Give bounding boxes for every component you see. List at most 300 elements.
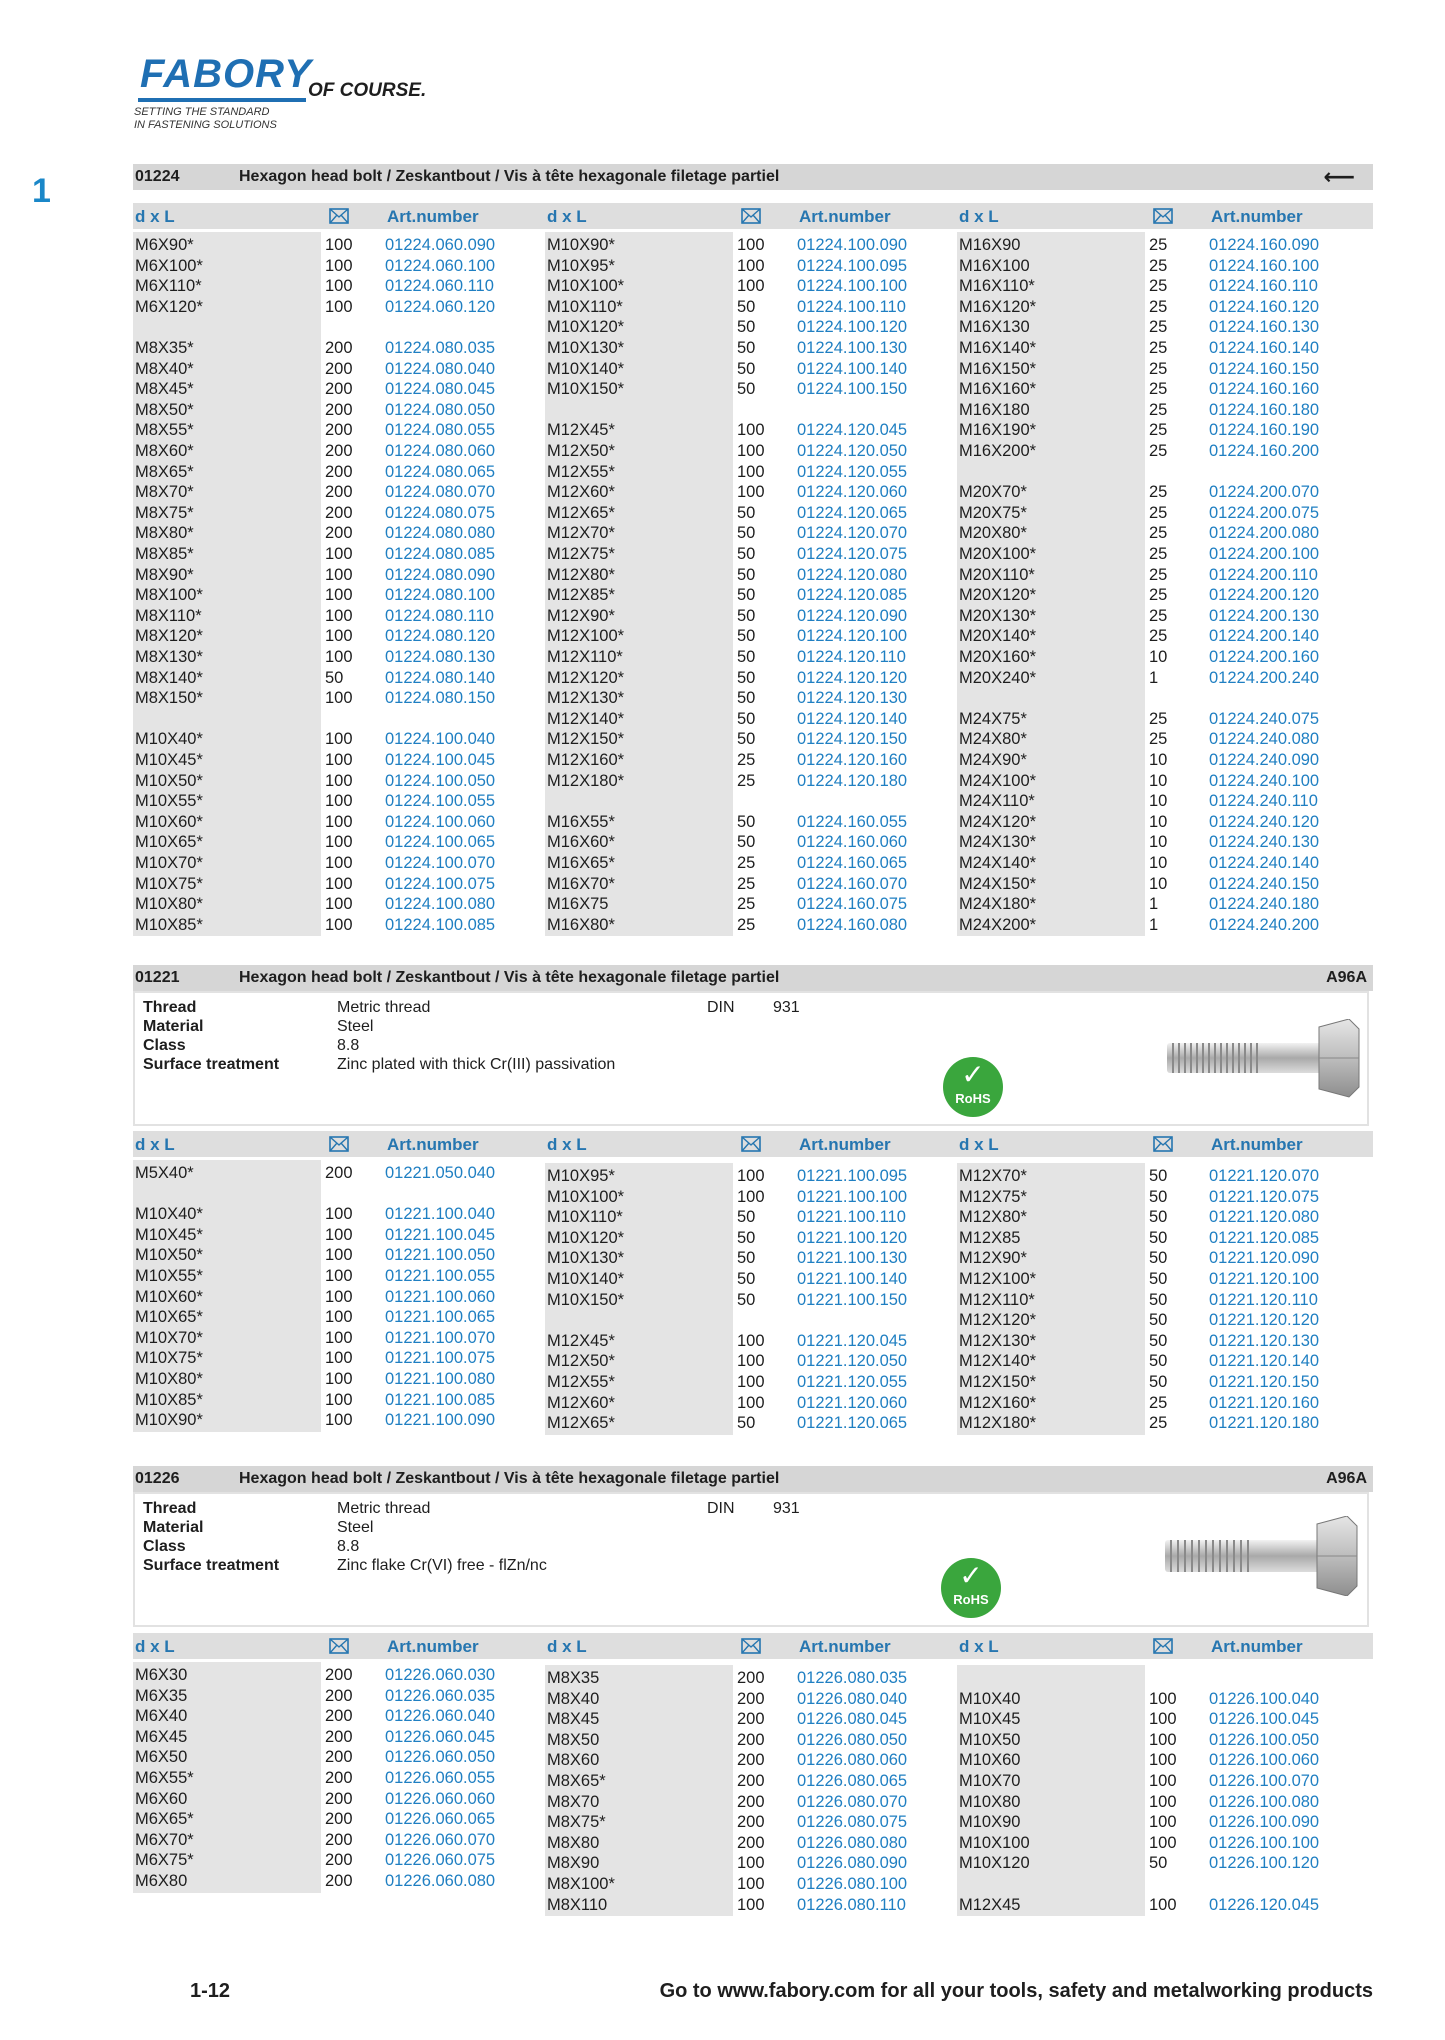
product-row xyxy=(957,400,1357,420)
product-row xyxy=(545,1750,945,1770)
article-number-link[interactable]: 01221.120.090 xyxy=(1209,1249,1320,1268)
article-number-link[interactable]: 01221.100.080 xyxy=(385,1370,496,1388)
article-number-link[interactable]: 01226.060.045 xyxy=(385,1727,496,1746)
designation: M24X75* xyxy=(959,709,1027,728)
pack-quantity: 100 xyxy=(1149,1772,1177,1790)
pack-quantity: 100 xyxy=(325,771,353,790)
article-number-link[interactable]: 01221.050.040 xyxy=(385,1164,496,1182)
designation: M10X130* xyxy=(547,1249,625,1268)
article-number-link[interactable]: 01226.080.035 xyxy=(797,1669,908,1687)
col-art-header: Art.number xyxy=(1211,1135,1303,1154)
article-number-link[interactable]: 01226.060.040 xyxy=(385,1707,496,1726)
article-number-link[interactable]: 01224.240.120 xyxy=(1209,812,1320,831)
designation: M10X40* xyxy=(135,1205,203,1224)
product-row xyxy=(957,1750,1357,1770)
article-number-link[interactable]: 01224.120.130 xyxy=(797,689,908,708)
designation: M10X100* xyxy=(547,1187,625,1206)
article-number-link[interactable]: 01226.100.045 xyxy=(1209,1710,1320,1729)
pack-quantity: 200 xyxy=(737,1833,765,1852)
article-number-link[interactable]: 01221.100.095 xyxy=(797,1167,908,1185)
designation: M12X100* xyxy=(959,1270,1037,1288)
article-number-link[interactable]: 01224.200.240 xyxy=(1209,668,1320,687)
article-number-link[interactable]: 01221.120.080 xyxy=(1209,1208,1320,1227)
article-number-link[interactable]: 01224.120.150 xyxy=(797,730,908,749)
article-number-link[interactable]: 01224.080.045 xyxy=(385,380,496,399)
product-row xyxy=(545,1709,945,1729)
article-number-link[interactable]: 01226.060.075 xyxy=(385,1851,496,1870)
article-number-link[interactable]: 01224.060.090 xyxy=(385,236,496,254)
column-header-row xyxy=(133,203,1373,229)
product-row xyxy=(133,626,533,646)
article-number-link[interactable]: 01224.160.055 xyxy=(797,812,908,831)
article-number-link[interactable]: 01221.120.065 xyxy=(797,1414,908,1433)
article-number-link[interactable]: 01226.100.050 xyxy=(1209,1730,1320,1749)
article-number-link[interactable]: 01224.100.065 xyxy=(385,833,496,852)
article-number-link[interactable]: 01226.100.070 xyxy=(1209,1772,1320,1790)
pack-quantity: 50 xyxy=(737,339,756,357)
pack-quantity: 10 xyxy=(1149,792,1168,811)
article-number-link[interactable]: 01221.100.045 xyxy=(385,1225,496,1244)
article-number-link[interactable]: 01224.080.090 xyxy=(385,565,496,584)
designation: M12X110* xyxy=(547,648,623,666)
col-art-header: Art.number xyxy=(387,207,479,226)
article-number-link[interactable]: 01224.200.110 xyxy=(1209,565,1318,584)
article-number-link[interactable]: 01226.080.090 xyxy=(797,1854,908,1873)
article-number-link[interactable]: 01224.080.085 xyxy=(385,545,496,563)
article-number-link[interactable]: 01224.080.065 xyxy=(385,462,496,481)
article-number-link[interactable]: 01221.120.110 xyxy=(1209,1290,1318,1309)
article-number-link[interactable]: 01221.120.180 xyxy=(1209,1414,1320,1433)
article-number-link[interactable]: 01224.080.100 xyxy=(385,586,496,605)
designation: M12X75* xyxy=(959,1187,1027,1206)
page-number: 1-12 xyxy=(190,1980,231,2002)
article-number-link[interactable]: 01226.080.080 xyxy=(797,1833,908,1852)
article-number-link[interactable]: 01224.120.180 xyxy=(797,771,908,790)
pack-quantity: 200 xyxy=(737,1813,765,1832)
article-number-link[interactable]: 01221.100.060 xyxy=(385,1287,496,1306)
product-row xyxy=(545,565,945,585)
article-number-link[interactable]: 01224.080.040 xyxy=(385,359,496,378)
article-number-link[interactable]: 01224.160.090 xyxy=(1209,236,1320,254)
article-number-link[interactable]: 01224.240.200 xyxy=(1209,915,1320,934)
article-number-link[interactable]: 01224.240.100 xyxy=(1209,771,1320,790)
article-number-link[interactable]: 01224.100.085 xyxy=(385,915,496,934)
section-header-01226 xyxy=(133,1466,1373,1492)
pack-quantity: 100 xyxy=(737,1187,765,1206)
article-number-link[interactable]: 01224.200.140 xyxy=(1209,627,1320,646)
section-tag: A96A xyxy=(1326,969,1367,986)
article-number-link[interactable]: 01221.120.140 xyxy=(1209,1352,1320,1371)
article-number-link[interactable]: 01224.160.060 xyxy=(797,833,908,852)
article-number-link[interactable]: 01224.080.120 xyxy=(385,627,496,646)
article-number-link[interactable]: 01224.080.070 xyxy=(385,483,496,502)
article-number-link[interactable]: 01224.240.080 xyxy=(1209,730,1320,749)
pack-quantity: 200 xyxy=(325,421,353,440)
article-number-link[interactable]: 01226.100.080 xyxy=(1209,1792,1320,1811)
section-title: Hexagon head bolt / Zeskantbout / Vis à tête hexagonale filetage partiel xyxy=(239,168,780,185)
col-designation-header: d x L xyxy=(547,207,587,226)
article-number-link[interactable]: 01224.120.075 xyxy=(797,545,908,563)
pack-quantity: 100 xyxy=(325,256,353,275)
designation: M12X50* xyxy=(547,1352,615,1371)
product-row xyxy=(957,1771,1357,1791)
pack-quantity: 200 xyxy=(325,380,353,399)
article-number-link[interactable]: 01226.080.045 xyxy=(797,1710,908,1729)
article-number-link[interactable]: 01224.120.120 xyxy=(797,668,908,687)
pack-quantity: 50 xyxy=(737,1414,756,1433)
back-arrow-icon[interactable]: ⟵ xyxy=(1323,164,1355,189)
article-number-link[interactable]: 01224.160.140 xyxy=(1209,339,1320,357)
product-row xyxy=(133,482,533,502)
pack-quantity: 50 xyxy=(737,1228,756,1247)
article-number-link[interactable]: 01224.160.075 xyxy=(797,895,908,914)
article-number-link[interactable]: 01224.100.100 xyxy=(797,277,908,296)
designation: M8X65* xyxy=(547,1772,606,1790)
article-number-link[interactable]: 01224.080.060 xyxy=(385,442,496,460)
article-number-link[interactable]: 01221.100.050 xyxy=(385,1246,496,1265)
product-row xyxy=(545,1393,945,1413)
article-number-link[interactable]: 01224.160.180 xyxy=(1209,400,1320,419)
article-number-link[interactable]: 01221.100.085 xyxy=(385,1390,496,1409)
product-row xyxy=(545,441,945,461)
article-number-link[interactable]: 01221.120.045 xyxy=(797,1331,908,1350)
pack-quantity: 25 xyxy=(1149,545,1168,563)
article-number-link[interactable]: 01224.240.075 xyxy=(1209,709,1320,728)
product-row xyxy=(545,1874,945,1894)
article-number-link[interactable]: 01226.080.050 xyxy=(797,1730,908,1749)
product-row xyxy=(545,1187,945,1207)
pack-quantity: 25 xyxy=(737,751,756,769)
article-number-link[interactable]: 01224.080.130 xyxy=(385,648,496,666)
designation: M10X55* xyxy=(135,1267,203,1285)
product-row xyxy=(133,359,533,379)
article-number-link[interactable]: 01221.120.085 xyxy=(1209,1228,1320,1247)
designation: M10X70* xyxy=(135,1328,203,1347)
article-number-link[interactable]: 01224.100.070 xyxy=(385,854,496,872)
article-number-link[interactable]: 01221.120.130 xyxy=(1209,1331,1320,1350)
article-number-link[interactable]: 01224.060.110 xyxy=(385,277,494,296)
article-number-link[interactable]: 01224.120.060 xyxy=(797,483,908,502)
article-number-link[interactable]: 01221.120.160 xyxy=(1209,1393,1320,1412)
article-number-link[interactable]: 01221.100.100 xyxy=(797,1187,908,1206)
product-row xyxy=(957,647,1357,667)
designation: M10X120* xyxy=(547,1228,625,1247)
article-number-link[interactable]: 01221.120.120 xyxy=(1209,1311,1320,1330)
product-row xyxy=(133,668,533,688)
pack-quantity: 100 xyxy=(737,1352,765,1371)
article-number-link[interactable]: 01224.160.150 xyxy=(1209,359,1320,378)
article-number-link[interactable]: 01224.160.130 xyxy=(1209,318,1320,337)
article-number-link[interactable]: 01224.080.035 xyxy=(385,339,496,357)
designation: M8X40* xyxy=(135,359,194,378)
product-row xyxy=(957,709,1357,729)
article-number-link[interactable]: 01224.080.075 xyxy=(385,503,496,522)
pack-quantity: 100 xyxy=(325,792,353,811)
article-number-link[interactable]: 01224.200.080 xyxy=(1209,524,1320,543)
pack-quantity: 50 xyxy=(737,606,756,625)
pack-quantity: 100 xyxy=(737,277,765,296)
article-number-link[interactable]: 01226.060.050 xyxy=(385,1748,496,1767)
pack-quantity: 100 xyxy=(1149,1813,1177,1832)
article-number-link[interactable]: 01224.240.180 xyxy=(1209,895,1320,914)
article-number-link[interactable]: 01224.100.055 xyxy=(385,792,496,811)
article-number-link[interactable]: 01226.080.100 xyxy=(797,1875,908,1893)
pack-quantity: 100 xyxy=(737,1331,765,1350)
designation: M10X95* xyxy=(547,256,615,275)
article-number-link[interactable]: 01224.060.100 xyxy=(385,256,496,275)
designation: M12X70* xyxy=(959,1167,1027,1185)
product-row xyxy=(957,297,1357,317)
package-quantity-icon xyxy=(1153,1136,1173,1152)
article-number-link[interactable]: 01226.080.040 xyxy=(797,1689,908,1708)
product-row xyxy=(133,1747,533,1767)
product-row xyxy=(957,894,1357,914)
article-number-link[interactable]: 01226.060.080 xyxy=(385,1872,496,1890)
article-number-link[interactable]: 01224.240.090 xyxy=(1209,751,1320,769)
article-number-link[interactable]: 01224.240.130 xyxy=(1209,833,1320,852)
article-number-link[interactable]: 01224.100.130 xyxy=(797,339,908,357)
designation: M16X100 xyxy=(959,256,1030,275)
article-number-link[interactable]: 01224.100.040 xyxy=(385,730,496,749)
pack-quantity: 100 xyxy=(325,833,353,852)
article-number-link[interactable]: 01224.080.150 xyxy=(385,689,496,708)
article-number-link[interactable]: 01224.100.140 xyxy=(797,359,908,378)
designation: M12X150* xyxy=(547,730,625,749)
article-number-link[interactable]: 01226.080.070 xyxy=(797,1792,908,1811)
article-number-link[interactable]: 01224.120.110 xyxy=(797,648,906,666)
product-row xyxy=(957,1413,1357,1433)
article-number-link[interactable]: 01221.100.120 xyxy=(797,1228,908,1247)
article-number-link[interactable]: 01224.120.080 xyxy=(797,565,908,584)
designation: M12X45* xyxy=(547,421,615,440)
designation: M8X150* xyxy=(135,689,203,708)
product-row xyxy=(957,544,1357,564)
article-number-link[interactable]: 01226.080.065 xyxy=(797,1772,908,1790)
article-number-link[interactable]: 01224.120.085 xyxy=(797,586,908,605)
article-number-link[interactable]: 01226.100.100 xyxy=(1209,1833,1320,1852)
pack-quantity: 100 xyxy=(737,1854,765,1873)
article-number-link[interactable]: 01224.240.140 xyxy=(1209,854,1320,872)
article-number-link[interactable]: 01226.100.060 xyxy=(1209,1751,1320,1770)
article-number-link[interactable]: 01224.100.150 xyxy=(797,380,908,399)
article-number-link[interactable]: 01226.080.110 xyxy=(797,1895,906,1914)
product-row xyxy=(545,647,945,667)
pack-quantity: 200 xyxy=(737,1689,765,1708)
article-number-link[interactable]: 01224.100.110 xyxy=(797,297,906,316)
product-row xyxy=(957,482,1357,502)
product-row xyxy=(957,1228,1357,1248)
article-number-link[interactable]: 01224.200.130 xyxy=(1209,606,1320,625)
article-number-link[interactable]: 01224.120.065 xyxy=(797,503,908,522)
package-quantity-icon xyxy=(329,208,349,224)
article-number-link[interactable]: 01224.120.070 xyxy=(797,524,908,543)
designation: M24X100* xyxy=(959,771,1037,790)
article-number-link[interactable]: 01221.100.055 xyxy=(385,1267,496,1285)
pack-quantity: 50 xyxy=(1149,1228,1168,1247)
pack-quantity: 25 xyxy=(737,854,756,872)
spec-box-01226 xyxy=(133,1492,1369,1627)
article-number-link[interactable]: 01221.120.055 xyxy=(797,1373,908,1391)
article-number-link[interactable]: 01221.120.050 xyxy=(797,1352,908,1371)
article-number-link[interactable]: 01224.080.140 xyxy=(385,668,496,687)
article-number-link[interactable]: 01221.100.130 xyxy=(797,1249,908,1268)
article-number-link[interactable]: 01224.080.080 xyxy=(385,524,496,543)
product-row xyxy=(545,1730,945,1750)
article-number-link[interactable]: 01221.120.075 xyxy=(1209,1187,1320,1206)
article-number-link[interactable]: 01221.120.060 xyxy=(797,1393,908,1412)
article-number-link[interactable]: 01224.120.090 xyxy=(797,606,908,625)
article-number-link[interactable]: 01226.100.040 xyxy=(1209,1689,1320,1708)
article-number-link[interactable]: 01221.100.075 xyxy=(385,1349,496,1368)
article-number-link[interactable]: 01226.100.120 xyxy=(1209,1854,1320,1873)
article-number-link[interactable]: 01221.120.150 xyxy=(1209,1373,1320,1391)
article-number-link[interactable]: 01224.200.100 xyxy=(1209,545,1320,563)
designation: M10X120* xyxy=(547,318,625,337)
article-number-link[interactable]: 01224.120.100 xyxy=(797,627,908,646)
article-number-link[interactable]: 01226.060.060 xyxy=(385,1789,496,1808)
article-number-link[interactable]: 01224.120.055 xyxy=(797,462,908,481)
designation: M16X160* xyxy=(959,380,1037,399)
article-number-link[interactable]: 01224.160.080 xyxy=(797,915,908,934)
article-number-link[interactable]: 01221.100.065 xyxy=(385,1308,496,1327)
article-number-link[interactable]: 01224.200.075 xyxy=(1209,503,1320,522)
article-number-link[interactable]: 01224.100.120 xyxy=(797,318,908,337)
article-number-link[interactable]: 01224.160.070 xyxy=(797,874,908,893)
product-row xyxy=(957,832,1357,852)
article-number-link[interactable]: 01224.240.150 xyxy=(1209,874,1320,893)
pack-quantity: 50 xyxy=(1149,1270,1168,1288)
article-number-link[interactable]: 01226.060.030 xyxy=(385,1666,496,1684)
pack-quantity: 10 xyxy=(1149,854,1168,872)
product-row xyxy=(957,1207,1357,1227)
article-number-link[interactable]: 01221.120.070 xyxy=(1209,1167,1320,1185)
article-number-link[interactable]: 01224.100.095 xyxy=(797,256,908,275)
pack-quantity: 200 xyxy=(325,1851,353,1870)
product-row xyxy=(133,1245,533,1265)
article-number-link[interactable]: 01224.120.050 xyxy=(797,442,908,460)
product-row xyxy=(133,1390,533,1410)
article-number-link[interactable]: 01226.060.035 xyxy=(385,1686,496,1705)
pack-quantity: 50 xyxy=(737,668,756,687)
pack-quantity: 10 xyxy=(1149,812,1168,831)
pack-quantity: 100 xyxy=(737,1373,765,1391)
designation: M8X40 xyxy=(547,1689,600,1708)
article-number-link[interactable]: 01224.160.200 xyxy=(1209,442,1320,460)
designation: M10X100* xyxy=(547,277,625,296)
article-number-link[interactable]: 01221.100.110 xyxy=(797,1208,906,1227)
pack-quantity: 25 xyxy=(1149,606,1168,625)
product-row xyxy=(133,441,533,461)
product-row xyxy=(545,832,945,852)
article-number-link[interactable]: 01224.160.190 xyxy=(1209,421,1320,440)
product-row xyxy=(957,565,1357,585)
section-header-01221 xyxy=(133,965,1373,991)
article-number-link[interactable]: 01224.160.120 xyxy=(1209,297,1320,316)
pack-quantity: 25 xyxy=(737,895,756,914)
article-number-link[interactable]: 01226.080.075 xyxy=(797,1813,908,1832)
article-number-link[interactable]: 01226.060.070 xyxy=(385,1830,496,1849)
product-row xyxy=(545,256,945,276)
designation: M6X65* xyxy=(135,1810,194,1829)
article-number-link[interactable]: 01224.060.120 xyxy=(385,297,496,316)
pack-quantity: 25 xyxy=(1149,709,1168,728)
product-row xyxy=(545,297,945,317)
product-row xyxy=(545,729,945,749)
article-number-link[interactable]: 01224.080.050 xyxy=(385,400,496,419)
article-number-link[interactable]: 01221.120.100 xyxy=(1209,1270,1320,1288)
article-number-link[interactable]: 01224.100.050 xyxy=(385,771,496,790)
pack-quantity: 100 xyxy=(325,1370,353,1388)
article-number-link[interactable]: 01224.100.075 xyxy=(385,874,496,893)
product-row xyxy=(545,1668,945,1688)
article-number-link[interactable]: 01224.100.090 xyxy=(797,236,908,254)
product-row xyxy=(545,606,945,626)
product-row xyxy=(545,503,945,523)
designation: M8X70 xyxy=(547,1792,600,1811)
product-row xyxy=(133,606,533,626)
col-designation-header: d x L xyxy=(547,1135,587,1154)
designation: M12X70* xyxy=(547,524,615,543)
article-number-link[interactable]: 01221.100.070 xyxy=(385,1328,496,1347)
article-number-link[interactable]: 01224.080.110 xyxy=(385,606,494,625)
article-number-link[interactable]: 01221.100.140 xyxy=(797,1270,908,1288)
pack-quantity: 50 xyxy=(737,648,756,666)
article-number-link[interactable]: 01224.100.045 xyxy=(385,751,496,769)
product-row xyxy=(957,750,1357,770)
article-number-link[interactable]: 01224.160.065 xyxy=(797,854,908,872)
article-number-link[interactable]: 01224.240.110 xyxy=(1209,792,1318,811)
article-number-link[interactable]: 01224.160.110 xyxy=(1209,277,1318,296)
pack-quantity: 200 xyxy=(325,1707,353,1726)
article-number-link[interactable]: 01224.160.100 xyxy=(1209,256,1320,275)
pack-quantity: 100 xyxy=(325,1390,353,1409)
article-number-link[interactable]: 01221.100.040 xyxy=(385,1205,496,1224)
article-number-link[interactable]: 01221.100.090 xyxy=(385,1411,496,1430)
article-number-link[interactable]: 01224.120.140 xyxy=(797,709,908,728)
designation: M20X140* xyxy=(959,627,1037,646)
designation: M10X95* xyxy=(547,1167,615,1185)
article-number-link[interactable]: 01226.080.060 xyxy=(797,1751,908,1770)
designation: M10X90* xyxy=(135,1411,203,1430)
col-designation-header: d x L xyxy=(959,207,999,226)
article-number-link[interactable]: 01224.120.045 xyxy=(797,421,908,440)
pack-quantity: 50 xyxy=(1149,1167,1168,1185)
article-number-link[interactable]: 01226.060.065 xyxy=(385,1810,496,1829)
designation: M12X60* xyxy=(547,483,615,502)
designation: M10X50* xyxy=(135,771,203,790)
pack-quantity: 200 xyxy=(325,1666,353,1684)
designation: M24X150* xyxy=(959,874,1037,893)
article-number-link[interactable]: 01226.060.055 xyxy=(385,1769,496,1787)
article-number-link[interactable]: 01224.120.160 xyxy=(797,751,908,769)
designation: M8X45* xyxy=(135,380,194,399)
article-number-link[interactable]: 01224.100.060 xyxy=(385,812,496,831)
article-number-link[interactable]: 01224.200.160 xyxy=(1209,648,1320,666)
designation: M12X150* xyxy=(959,1373,1037,1391)
article-number-link[interactable]: 01224.080.055 xyxy=(385,421,496,440)
article-number-link[interactable]: 01224.200.070 xyxy=(1209,483,1320,502)
product-row xyxy=(133,276,533,296)
article-number-link[interactable]: 01224.160.160 xyxy=(1209,380,1320,399)
designation: M8X90* xyxy=(135,565,194,584)
pack-quantity: 100 xyxy=(325,915,353,934)
article-number-link[interactable]: 01221.100.150 xyxy=(797,1290,908,1309)
article-number-link[interactable]: 01224.200.120 xyxy=(1209,586,1320,605)
article-number-link[interactable]: 01224.100.080 xyxy=(385,895,496,914)
article-number-link[interactable]: 01226.100.090 xyxy=(1209,1813,1320,1832)
article-number-link[interactable]: 01226.120.045 xyxy=(1209,1895,1320,1914)
product-row xyxy=(133,256,533,276)
